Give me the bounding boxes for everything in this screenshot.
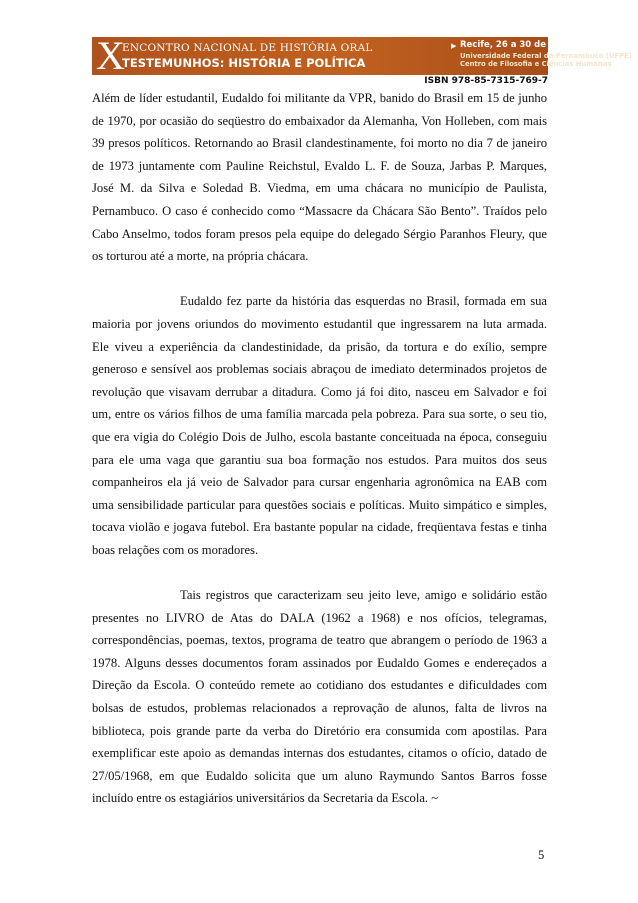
host-institution xyxy=(460,53,632,68)
paragraph-2: Eudaldo fez parte da história das esquerdas no Brasil, formada em sua maioria por jovens oriundos do movimento estudantil que ingressarem na luta armada. Ele viveu a experiência da clandestinidade, da prisão, da tortura e do exílio, sempre generoso e sensível aos problemas sociais abraçou de imediato determinados projetos de revolução que visavam derrubar a ditadura. Como já foi dito, nasceu em Salvador e foi um, entre os vários filhos de uma família marcada pela pobreza. Para sua sorte, o seu tio, que era vigia do Colégio Dois de Julho, escola bastante conceituada na época, conseguiu para ele uma vaga que garantiu sua boa formação nos estudos. Para muitos dos seus companheiros ela já veio de Salvador para cursar engenharia agronômica na EAB com uma sensibilidade particular para questões sociais e políticas. Muito simpático e simples, tocava violão e jogava futebol. Era bastante popular na cidade, freqüentava festas e tinha boas relações com os moradores. xyxy=(92,294,547,557)
event-name: ENCONTRO NACIONAL DE HISTÓRIA ORAL xyxy=(122,42,373,54)
body-text xyxy=(92,87,547,810)
triangle-right-icon: ▶ xyxy=(451,42,457,50)
header-banner xyxy=(92,33,632,78)
event-date: Recife, 26 a 30 de abril de 2010. xyxy=(460,40,616,50)
event-numeral: X xyxy=(96,33,125,78)
paragraph-1: Além de líder estudantil, Eudaldo foi militante da VPR, banido do Brasil em 15 de junho de 1970, por ocasião do seqüestro do embaixador da Alemanha, Von Holleben, com mais 39 presos políticos. Retornando ao Brasil clandestinamente, foi morto no dia 7 de janeiro de 1973 juntamente com Pauline Reichstul, Evaldo L. F. de Souza, Jarbas P. Marques, José M. da Silva e Soledad B. Viedma, em uma chácara no município de Paulista, Pernambuco. O caso é conhecido como “Massacre da Chácara São Bento”. Traídos pelo Cabo Anselmo, todos foram presos pela equipe do delegado Sérgio Paranhos Fleury, que os torturou até a morte, na própria chácara. xyxy=(92,91,547,264)
event-subtitle: TESTEMUNHOS: HISTÓRIA E POLÍTICA xyxy=(122,56,366,70)
center-name: Centro de Filosofia e Ciências Humanas xyxy=(460,59,612,68)
page-number: 5 xyxy=(538,848,545,862)
paragraph-3: Tais registros que caracterizam seu jeito leve, amigo e solidário estão presentes no LIVRO de Atas do DALA (1962 a 1968) e nos ofícios, telegramas, correspondências, poemas, textos, programa de teatro que abrangem o período de 1963 a 1978. Alguns desses documentos foram assinados por Eudaldo Gomes e endereçados a Direção da Escola. O conteúdo remete ao cotidiano dos estudantes e dificuldades com bolsas de estudos, problemas relacionados a reprovação de alunos, falta de livros na biblioteca, pois grande parte da verba do Diretório era consumida com apostilas. Para exemplificar este apoio as demandas internas dos estudantes, citamos o ofício, datado de 27/05/1968, em que Eudaldo solicita que um aluno Raymundo Santos Barros fosse incluído entre os estagiários universitários da Secretaria da Escola. ~ xyxy=(92,588,547,806)
university-name: Universidade Federal de Pernambuco (UFPE) xyxy=(460,52,632,60)
isbn-label: ISBN 978-85-7315-769-7 xyxy=(400,75,548,87)
